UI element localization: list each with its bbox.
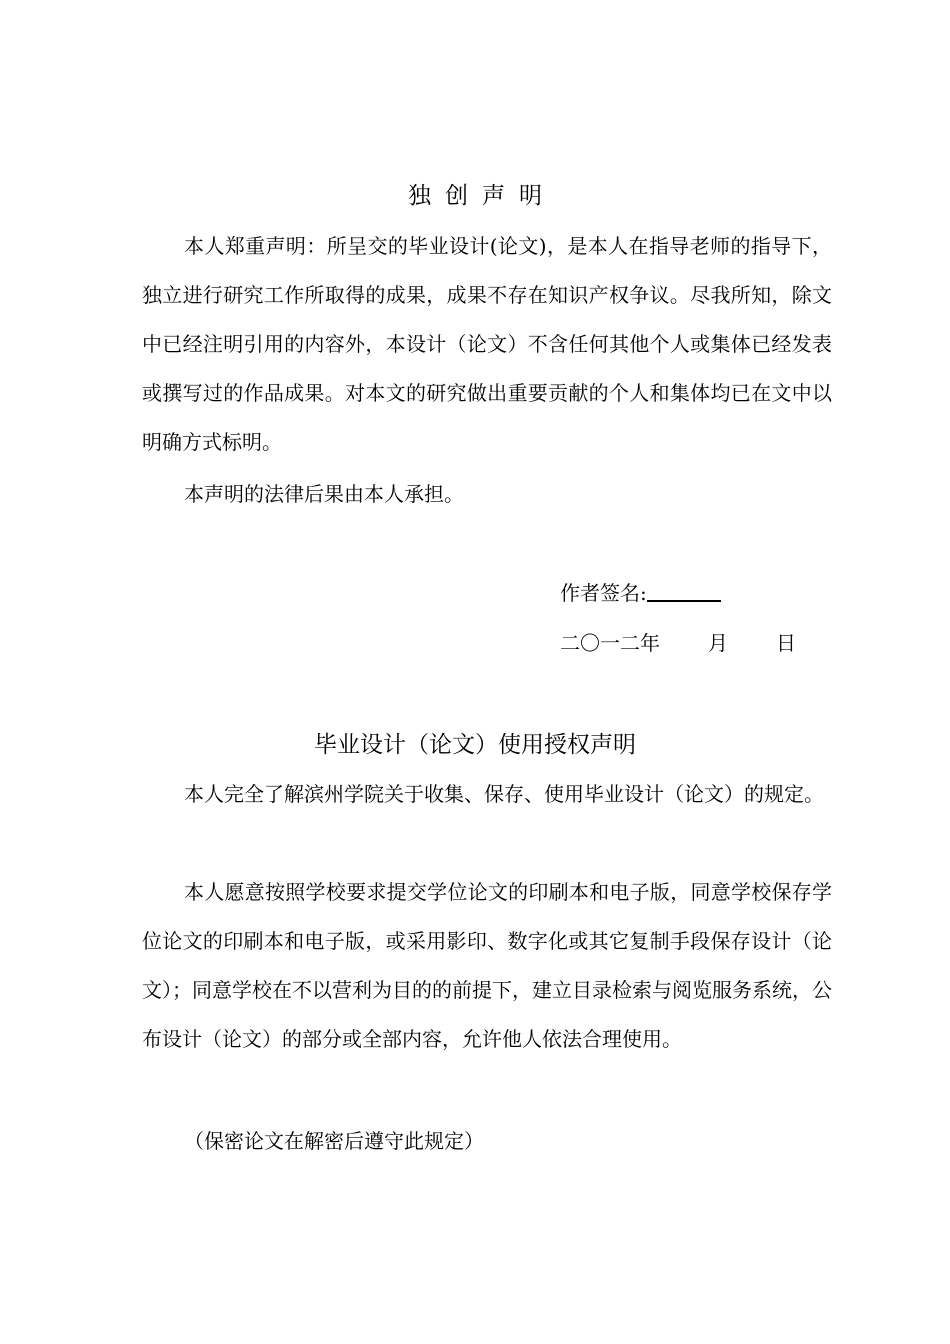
declaration-paragraph-2: 本声明的法律后果由本人承担。	[184, 482, 464, 506]
signature-label: 作者签名:	[560, 581, 647, 605]
confidential-note: （保密论文在解密后遵守此规定）	[184, 1129, 484, 1153]
date-year: 二〇一二年	[560, 631, 660, 655]
signature-blank	[647, 580, 721, 602]
date-month: 月	[708, 631, 728, 655]
declaration-paragraph-1: 本人郑重声明：所呈交的毕业设计(论文)，是本人在指导老师的指导下，独立进行研究工作所取得的成果，成果不存在知识产权争议。尽我所知，除文中已经注明引用的内容外，本设计（论文）不含任何其他个人或集体已经发表或撰写过的作品成果。对本文的研究做出重要贡献的个人和集体均已在文中以明确方式标明。	[142, 234, 832, 454]
authorization-paragraph-2: 本人愿意按照学校要求提交学位论文的印刷本和电子版，同意学校保存学位论文的印刷本和电子版，或采用影印、数字化或其它复制手段保存设计（论文）；同意学校在不以营利为目的的前提下，建立目录检索与阅览服务系统，公布设计（论文）的部分或全部内容，允许他人依法合理使用。	[142, 880, 832, 1051]
author-signature-line	[560, 578, 721, 608]
authorization-paragraph-1: 本人完全了解滨州学院关于收集、保存、使用毕业设计（论文）的规定。	[184, 782, 824, 806]
declaration-title: 独创声明	[408, 183, 556, 209]
date-line	[560, 628, 796, 658]
date-day: 日	[776, 631, 796, 655]
authorization-title: 毕业设计（论文）使用授权声明	[314, 732, 636, 758]
